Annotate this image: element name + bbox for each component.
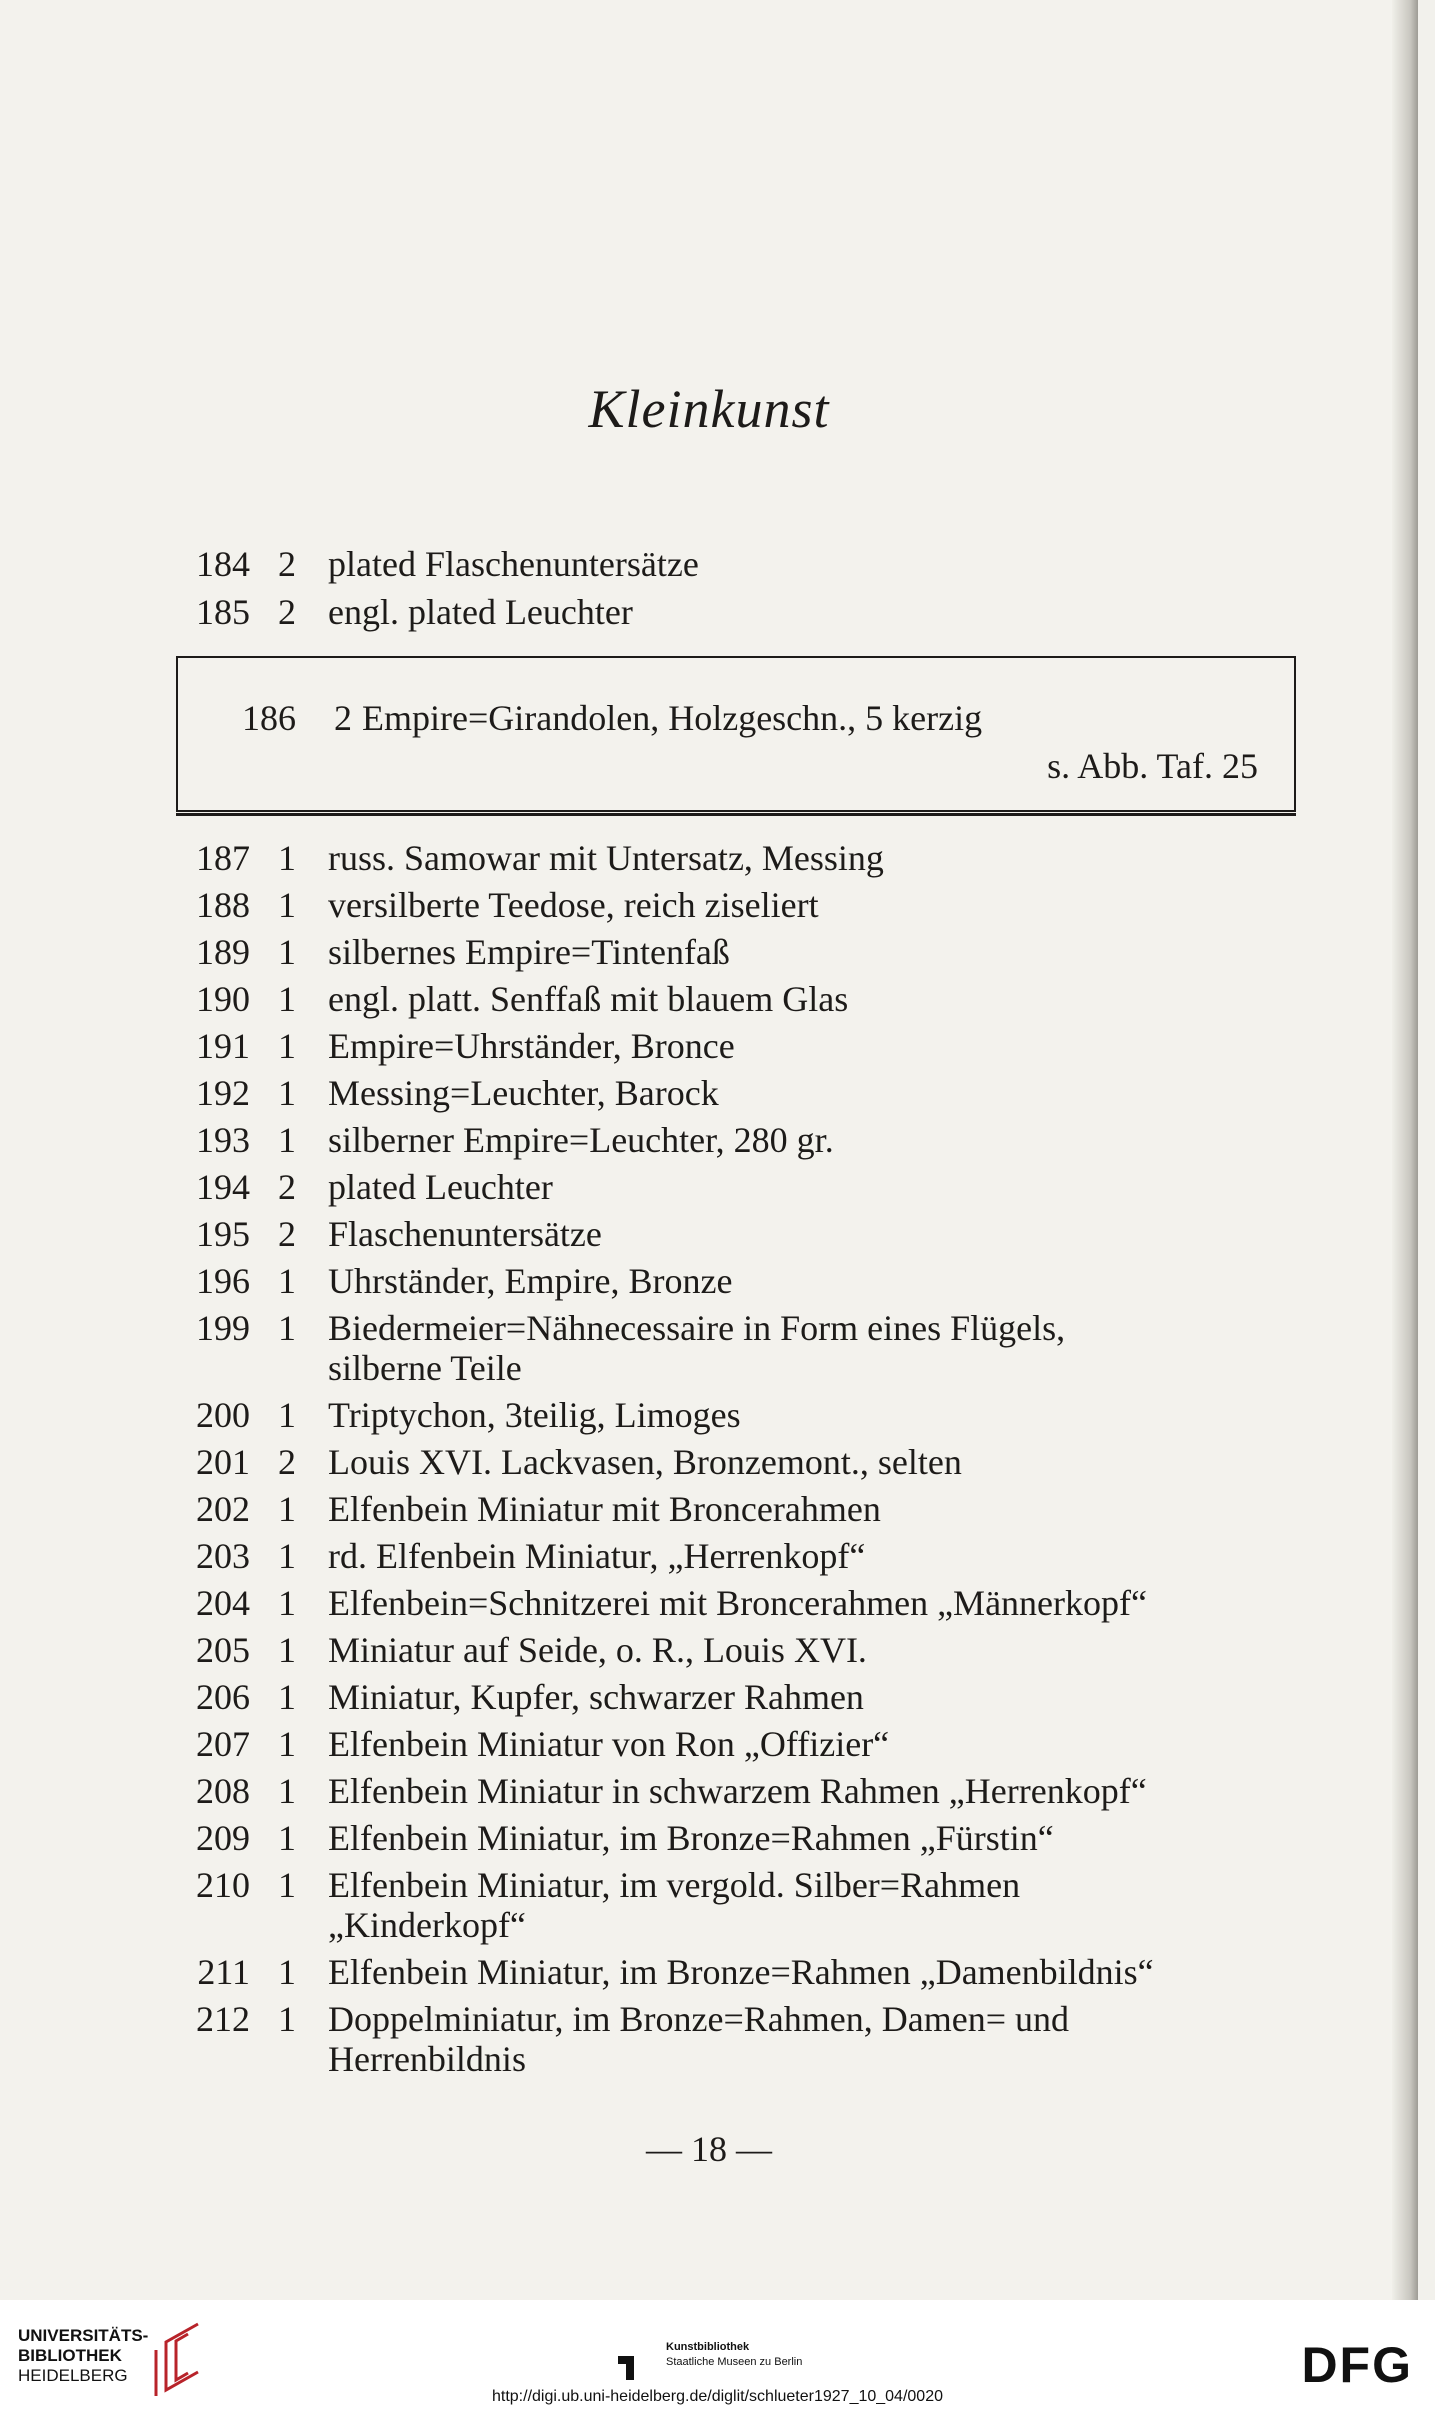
entry-number: 187	[196, 838, 250, 878]
kb-line: Kunstbibliothek	[666, 2341, 750, 2353]
kunstbibliothek-label	[666, 2340, 802, 2370]
entry-quantity: 1	[278, 979, 296, 1019]
entry-number: 194	[196, 1167, 250, 1207]
entry-quantity: 1	[278, 1395, 296, 1435]
entry-description: Elfenbein Miniatur mit Broncerahmen	[328, 1489, 881, 1529]
entry-number: 211	[197, 1952, 250, 1992]
university-library-logo[interactable]	[18, 2326, 148, 2386]
entry-description: Elfenbein Miniatur in schwarzem Rahmen „Herrenkopf“	[328, 1771, 1147, 1811]
entry-number: 188	[196, 885, 250, 925]
entry-description: Elfenbein Miniatur, im Bronze=Rahmen „Damenbildnis“	[328, 1952, 1154, 1992]
page-number: — 18 —	[646, 2129, 772, 2169]
entry-description: Miniatur, Kupfer, schwarzer Rahmen	[328, 1677, 864, 1717]
entry-description: Elfenbein Miniatur, im vergold. Silber=Rahmen	[328, 1865, 1021, 1905]
entry-number: 203	[196, 1536, 250, 1576]
entry-continuation: „Kinderkopf“	[328, 1905, 526, 1945]
entry-description: silbernes Empire=Tintenfaß	[328, 932, 730, 972]
source-url-link[interactable]: http://digi.ub.uni-heidelberg.de/diglit/schlueter1927_10_04/0020	[491, 2388, 943, 2405]
entry-quantity: 1	[278, 1818, 296, 1858]
entry-number: 191	[196, 1026, 250, 1066]
entry-quantity: 1	[278, 1865, 296, 1905]
entry-quantity: 1	[278, 1120, 296, 1160]
entry-quantity: 1	[278, 1583, 296, 1623]
entry-description: Elfenbein=Schnitzerei mit Broncerahmen „Männerkopf“	[328, 1583, 1147, 1623]
entry-quantity: 1	[278, 1308, 296, 1348]
entry-quantity: 1	[278, 1073, 296, 1113]
entry-number: 193	[196, 1120, 250, 1160]
section-title: Kleinkunst	[588, 379, 830, 439]
entry-description: Empire=Uhrständer, Bronce	[328, 1026, 735, 1066]
logo-line: UNIVERSITÄTS-	[18, 2326, 149, 2345]
entry-number: 206	[196, 1677, 250, 1717]
entry-quantity: 2	[278, 1442, 296, 1482]
entry-number: 196	[196, 1261, 250, 1301]
entry-quantity: 2	[278, 1167, 296, 1207]
entry-quantity: 1	[278, 1489, 296, 1529]
logo-line: HEIDELBERG	[18, 2366, 128, 2385]
entry-continuation: Herrenbildnis	[328, 2039, 526, 2079]
entry-description: versilberte Teedose, reich ziseliert	[328, 885, 819, 925]
logo-line: BIBLIOTHEK	[18, 2346, 122, 2365]
entry-number: 208	[196, 1771, 250, 1811]
entry-quantity: 2	[278, 592, 296, 632]
dfg-logo[interactable]: DFG	[1301, 2337, 1413, 2393]
entry-number: 186	[242, 698, 296, 738]
entry-description: plated Flaschenuntersätze	[328, 544, 699, 584]
entry-number: 184	[196, 544, 250, 584]
entry-number: 200	[196, 1395, 250, 1435]
entry-quantity: 1	[278, 1536, 296, 1576]
entry-description: Flaschenuntersätze	[328, 1214, 602, 1254]
entry-number: 201	[196, 1442, 250, 1482]
entry-quantity: 1	[278, 885, 296, 925]
entry-continuation: silberne Teile	[328, 1348, 522, 1388]
entry-number: 192	[196, 1073, 250, 1113]
entry-quantity: 2	[278, 1214, 296, 1254]
entry-number: 189	[196, 932, 250, 972]
entry-number: 209	[196, 1818, 250, 1858]
entry-description: plated Leuchter	[328, 1167, 553, 1207]
page-edge-shadow	[1392, 0, 1418, 2300]
entry-quantity: 1	[278, 1677, 296, 1717]
entry-description: russ. Samowar mit Untersatz, Messing	[328, 838, 884, 878]
entry-number: 195	[196, 1214, 250, 1254]
entry-number: 210	[196, 1865, 250, 1905]
library-emblem-icon	[148, 2320, 204, 2398]
entry-description: Empire=Girandolen, Holzgeschn., 5 kerzig	[362, 698, 983, 738]
entry-description: Messing=Leuchter, Barock	[328, 1073, 719, 1113]
entry-quantity: 2	[334, 698, 352, 738]
entry-number: 205	[196, 1630, 250, 1670]
digitization-footer	[0, 2300, 1435, 2412]
entry-quantity: 2	[278, 544, 296, 584]
entry-quantity: 1	[278, 1724, 296, 1764]
entry-quantity: 1	[278, 1261, 296, 1301]
entry-description: Elfenbein Miniatur von Ron „Offizier“	[328, 1724, 890, 1764]
entry-description: Triptychon, 3teilig, Limoges	[328, 1395, 741, 1435]
entry-description: rd. Elfenbein Miniatur, „Herrenkopf“	[328, 1536, 866, 1576]
entry-quantity: 1	[278, 1026, 296, 1066]
entry-description: Miniatur auf Seide, o. R., Louis XVI.	[328, 1630, 867, 1670]
entry-description: Louis XVI. Lackvasen, Bronzemont., selten	[328, 1442, 962, 1482]
entry-number: 204	[196, 1583, 250, 1623]
plate-reference: s. Abb. Taf. 25	[1047, 746, 1258, 786]
entry-quantity: 1	[278, 1999, 296, 2039]
entry-quantity: 1	[278, 1630, 296, 1670]
entry-description: Biedermeier=Nähnecessaire in Form eines Flügels,	[328, 1308, 1066, 1348]
entry-quantity: 1	[278, 1771, 296, 1811]
entry-description: Elfenbein Miniatur, im Bronze=Rahmen „Fürstin“	[328, 1818, 1054, 1858]
entry-description: Doppelminiatur, im Bronze=Rahmen, Damen= und	[328, 1999, 1070, 2039]
entry-quantity: 1	[278, 1952, 296, 1992]
entry-quantity: 1	[278, 838, 296, 878]
entry-number: 199	[196, 1308, 250, 1348]
kunstbibliothek-logo-icon	[614, 2346, 650, 2382]
entry-description: Uhrständer, Empire, Bronze	[328, 1261, 733, 1301]
entry-number: 190	[196, 979, 250, 1019]
entry-number: 207	[196, 1724, 250, 1764]
kb-line: Staatliche Museen zu Berlin	[666, 2356, 803, 2368]
entry-quantity: 1	[278, 932, 296, 972]
entry-number: 202	[196, 1489, 250, 1529]
entry-description: silberner Empire=Leuchter, 280 gr.	[328, 1120, 834, 1160]
featured-entry-box	[176, 656, 1296, 812]
entry-description: engl. platt. Senffaß mit blauem Glas	[328, 979, 849, 1019]
entry-number: 185	[196, 592, 250, 632]
entry-number: 212	[196, 1999, 250, 2039]
entry-description: engl. plated Leuchter	[328, 592, 633, 632]
